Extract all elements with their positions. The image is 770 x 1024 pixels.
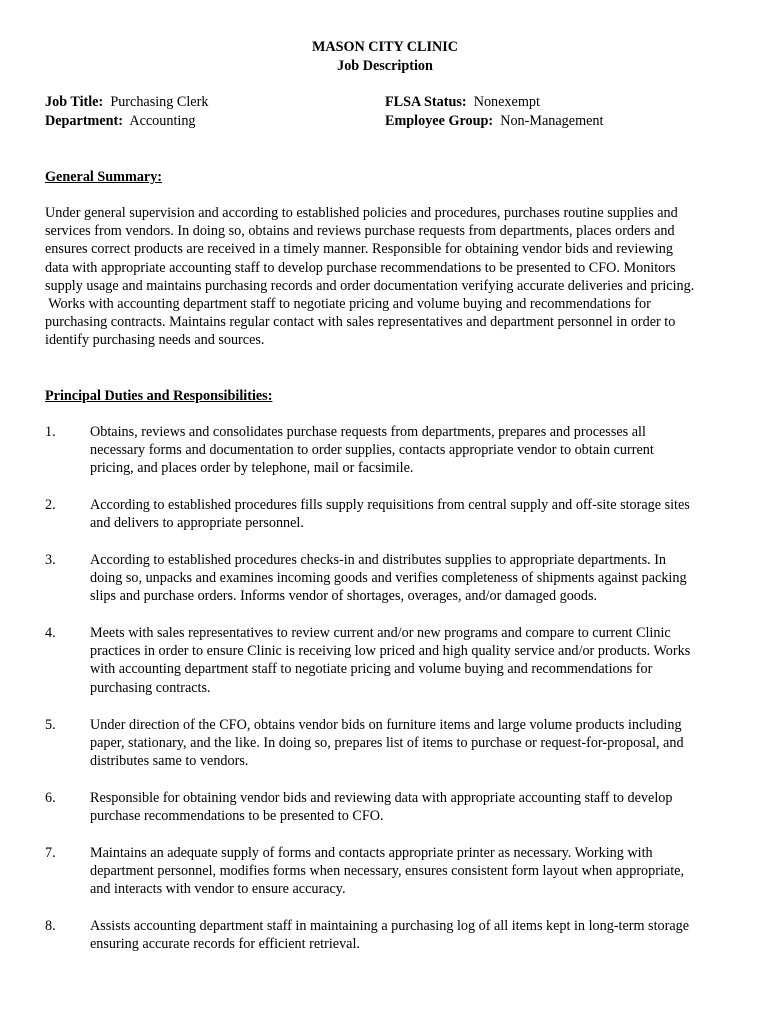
duty-line: According to established procedures fills supply requisitions from central supply and off-site storage sites xyxy=(90,497,690,513)
summary-line: identify purchasing needs and sources. xyxy=(45,332,265,349)
duty-number: 8. xyxy=(45,918,56,934)
job-title-value: Purchasing Clerk xyxy=(110,94,209,110)
duty-number: 5. xyxy=(45,717,56,733)
duty-line: necessary forms and documentation to order supplies, contacts appropriate vendor to obtain current xyxy=(90,442,654,459)
department-value: Accounting xyxy=(129,113,196,129)
duty-number: 2. xyxy=(45,497,56,513)
duty-text xyxy=(90,716,740,771)
flsa-row xyxy=(385,93,540,111)
summary-paragraph xyxy=(45,204,745,350)
duty-text xyxy=(90,917,740,953)
summary-line: supply usage and maintains purchasing records and order documentation verifying accurate deliveries and pricing. xyxy=(45,277,695,294)
summary-line: Works with accounting department staff to negotiate pricing and volume buying and recommendations for xyxy=(45,296,651,313)
duty-line: Meets with sales representatives to review current and/or new programs and compare to current Clinic xyxy=(90,625,671,641)
duty-line: paper, stationary, and the like. In doing so, prepares list of items to purchase or request-for-proposal, and xyxy=(90,735,684,752)
flsa-value: Nonexempt xyxy=(473,94,540,110)
summary-line: ensures correct products are received in a timely manner. Responsible for obtaining vendor bids and reviewing xyxy=(45,241,673,258)
duty-text xyxy=(90,789,740,825)
duties-heading: Principal Duties and Responsibilities: xyxy=(45,388,273,404)
duty-line: Under direction of the CFO, obtains vendor bids on furniture items and large volume products including xyxy=(90,717,682,733)
duty-line: Maintains an adequate supply of forms and contacts appropriate printer as necessary. Working with xyxy=(90,845,653,861)
duty-number: 7. xyxy=(45,845,56,861)
duty-line: with accounting department staff to negotiate pricing and volume buying and recommendations for xyxy=(90,661,653,678)
duty-line: practices in order to ensure Clinic is receiving low priced and high quality service and/or products. Works xyxy=(90,643,691,660)
duty-text xyxy=(90,551,740,606)
job-title-row xyxy=(45,93,208,111)
duty-line: pricing, and places order by telephone, mail or facsimile. xyxy=(90,460,414,477)
duty-text xyxy=(90,624,740,697)
duty-number: 1. xyxy=(45,424,56,440)
duty-line: Obtains, reviews and consolidates purchase requests from departments, prepares and processes all xyxy=(90,424,646,440)
duty-line: Assists accounting department staff in maintaining a purchasing log of all items kept in long-term storage xyxy=(90,918,690,934)
doc-title: Job Description xyxy=(337,58,433,74)
duty-text xyxy=(90,844,740,899)
duty-line: doing so, unpacks and examines incoming goods and verifies completeness of shipments against packing xyxy=(90,570,687,587)
summary-line: services from vendors. In doing so, obtains and reviews purchase requests from departments, places orders and xyxy=(45,223,675,240)
summary-line: data with appropriate accounting staff to develop purchase recommendations to be presented to CFO. Monitors xyxy=(45,259,676,276)
job-title-label: Job Title: xyxy=(45,94,104,110)
summary-line: Under general supervision and according to established policies and procedures, purchases routine supplies and xyxy=(45,205,678,221)
duty-line: According to established procedures checks-in and distributes supplies to appropriate departments. In xyxy=(90,552,667,568)
duty-line: and delivers to appropriate personnel. xyxy=(90,515,304,532)
employee-group-label: Employee Group: xyxy=(385,113,494,129)
duty-text xyxy=(90,496,740,532)
flsa-label: FLSA Status: xyxy=(385,94,467,110)
duty-line: purchasing contracts. xyxy=(90,679,211,696)
department-row xyxy=(45,112,196,130)
duty-line: slips and purchase orders. Informs vendor of shortages, overages, and/or damaged goods. xyxy=(90,588,598,605)
duty-line: purchase recommendations to be presented to CFO. xyxy=(90,808,384,825)
employee-group-value: Non-Management xyxy=(500,113,604,129)
org-title: MASON CITY CLINIC xyxy=(311,39,459,55)
duty-line: ensuring accurate records for efficient retrieval. xyxy=(90,936,360,953)
duty-number: 4. xyxy=(45,625,56,641)
duty-line: and interacts with vendor to ensure accuracy. xyxy=(90,881,346,898)
duty-line: distributes same to vendors. xyxy=(90,753,249,770)
duty-line: department personnel, modifies forms when necessary, ensures consistent form layout when appropriate, xyxy=(90,863,684,880)
duty-number: 6. xyxy=(45,790,56,806)
employee-group-row xyxy=(385,112,603,130)
summary-line: purchasing contracts. Maintains regular contact with sales representatives and department personnel in order to xyxy=(45,314,676,331)
duty-line: Responsible for obtaining vendor bids and reviewing data with appropriate accounting staff to develop xyxy=(90,790,673,806)
duty-number: 3. xyxy=(45,552,56,568)
department-label: Department: xyxy=(45,113,124,129)
duty-text xyxy=(90,423,740,478)
summary-heading: General Summary: xyxy=(45,169,163,185)
